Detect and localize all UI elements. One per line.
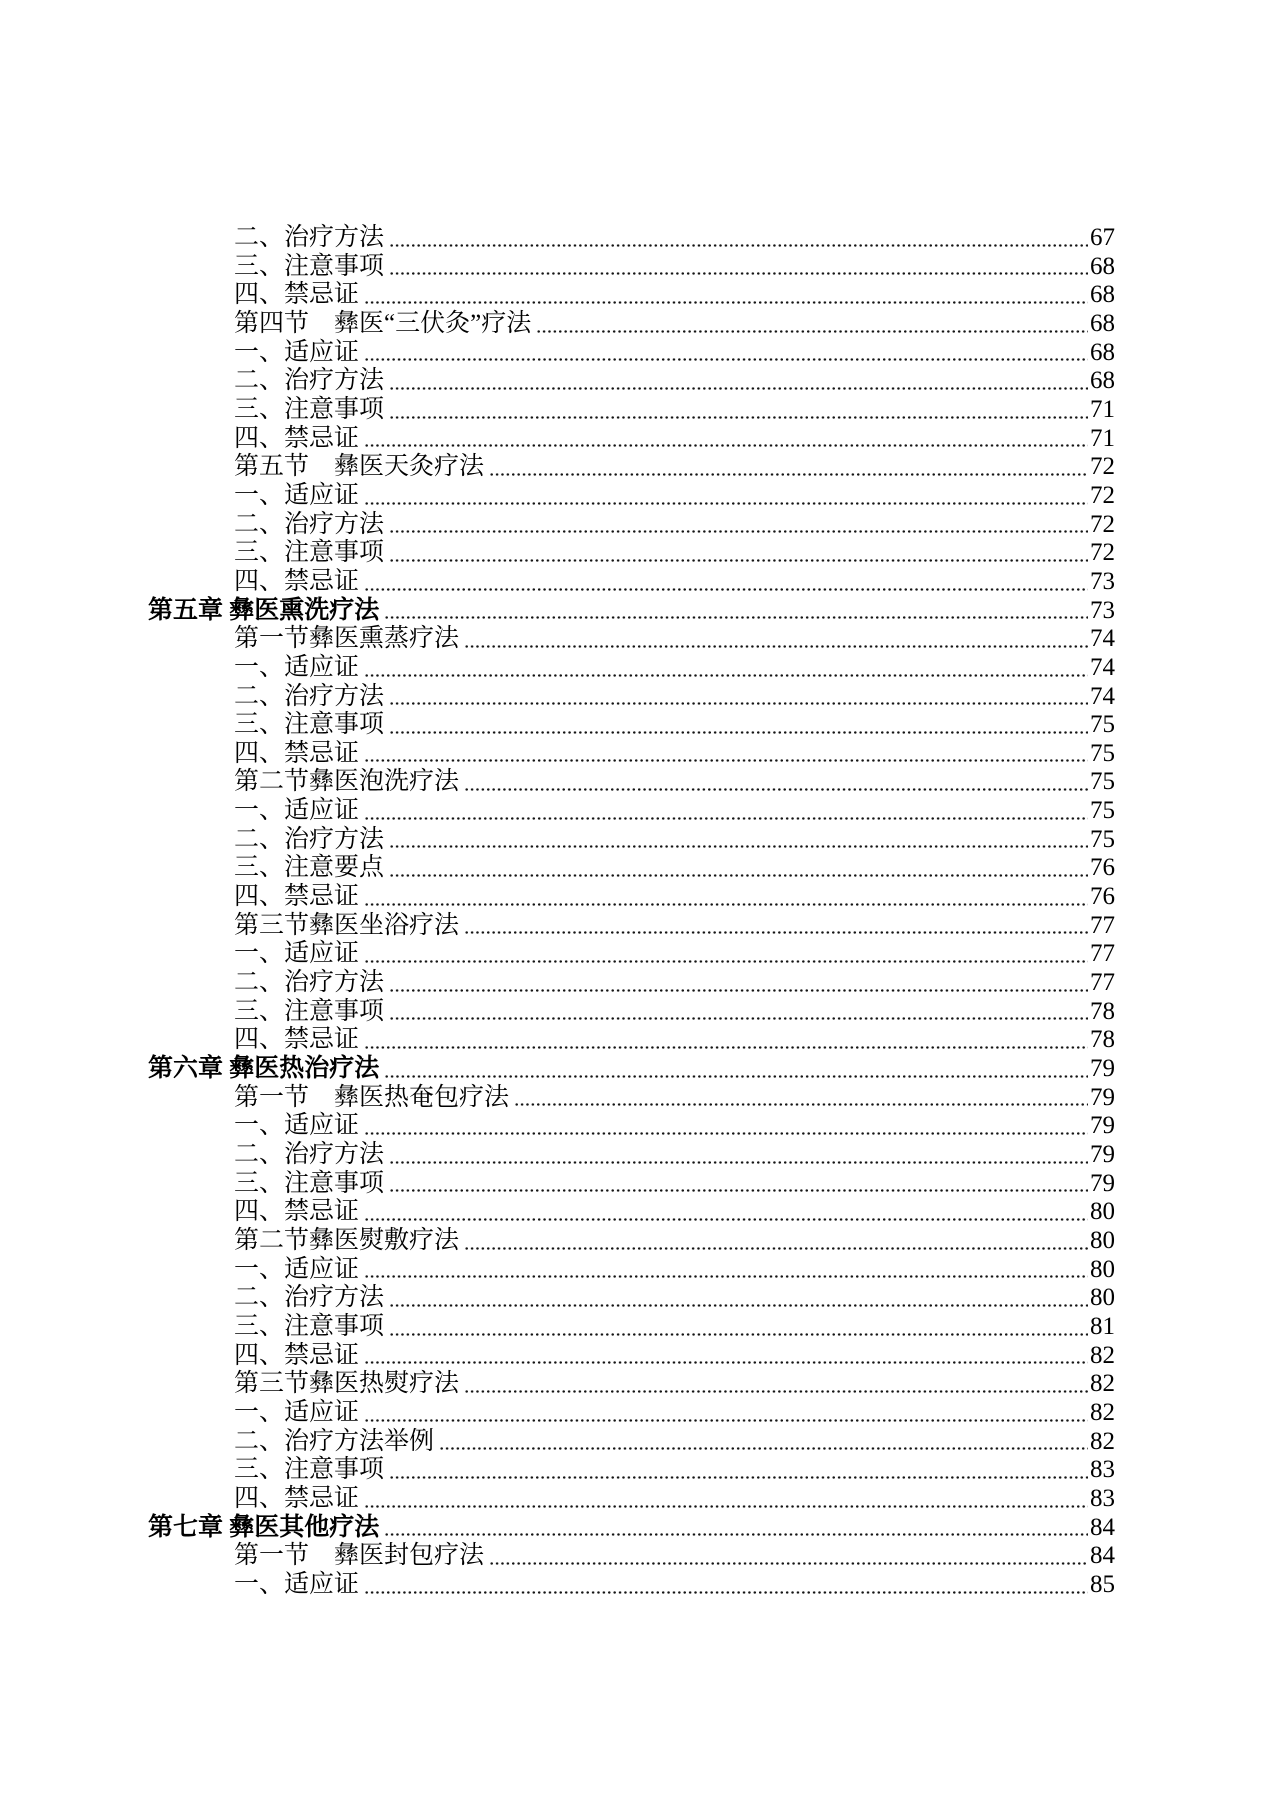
toc-entry-page-number: 75 [1090,711,1115,739]
toc-entry-title: 第四节 彝医“三伏灸”疗法 [234,309,532,337]
toc-entry-page-number: 83 [1090,1484,1115,1512]
toc-entry-row [148,425,1115,454]
toc-entry-title: 第五章 彝医熏洗疗法 [148,596,380,624]
toc-entry-page-number: 82 [1090,1370,1115,1398]
dotted-leader [389,998,1088,1027]
toc-entry-title: 第一节 彝医热奄包疗法 [234,1083,510,1111]
toc-entry-title: 一、适应证 [234,481,360,509]
toc-entry-page-number: 78 [1090,1026,1115,1054]
toc-entry-title: 四、禁忌证 [234,281,360,309]
toc-entry-row [148,1170,1115,1199]
dotted-leader [464,912,1088,941]
toc-entry-page-number: 82 [1090,1427,1115,1455]
toc-entry-title: 一、适应证 [234,1112,360,1140]
dotted-leader [389,969,1088,998]
toc-entry-row [148,768,1115,797]
toc-entry-page-number: 84 [1090,1542,1115,1570]
table-of-contents [148,224,1115,1600]
toc-entry-title: 四、禁忌证 [234,883,360,911]
toc-entry-row [148,1313,1115,1342]
toc-entry-page-number: 79 [1090,1112,1115,1140]
toc-entry-title: 第五节 彝医天灸疗法 [234,453,485,481]
dotted-leader [536,310,1088,339]
dotted-leader [364,281,1088,310]
dotted-leader [364,1399,1088,1428]
toc-entry-row [148,1084,1115,1113]
toc-entry-title: 一、适应证 [234,940,360,968]
toc-entry-page-number: 85 [1090,1570,1115,1598]
toc-entry-page-number: 82 [1090,1398,1115,1426]
toc-entry-row [148,339,1115,368]
dotted-leader [389,1284,1088,1313]
toc-entry-row [148,1571,1115,1600]
dotted-leader [364,1571,1088,1600]
toc-entry-title: 一、适应证 [234,1570,360,1598]
toc-entry-row [148,711,1115,740]
toc-entry-row [148,654,1115,683]
toc-entry-title: 第一节 彝医封包疗法 [234,1542,485,1570]
toc-entry-row [148,511,1115,540]
toc-entry-page-number: 75 [1090,768,1115,796]
toc-entry-title: 四、禁忌证 [234,424,360,452]
toc-entry-row [148,1284,1115,1313]
toc-entry-page-number: 72 [1090,481,1115,509]
toc-entry-title: 三、注意事项 [234,395,385,423]
toc-entry-page-number: 75 [1090,825,1115,853]
dotted-leader [389,683,1088,712]
toc-entry-page-number: 79 [1090,1055,1115,1083]
toc-entry-row [148,1370,1115,1399]
dotted-leader [389,1313,1088,1342]
toc-entry-page-number: 82 [1090,1341,1115,1369]
dotted-leader [389,854,1088,883]
toc-entry-page-number: 71 [1090,424,1115,452]
toc-entry-title: 一、适应证 [234,1398,360,1426]
toc-entry-page-number: 74 [1090,682,1115,710]
toc-entry-row [148,1542,1115,1571]
toc-entry-page-number: 80 [1090,1198,1115,1226]
toc-entry-page-number: 68 [1090,338,1115,366]
dotted-leader [464,625,1088,654]
toc-entry-title: 二、治疗方法 [234,367,385,395]
dotted-leader [384,1055,1088,1084]
toc-entry-row [148,597,1115,626]
toc-entry-page-number: 80 [1090,1226,1115,1254]
dotted-leader [364,654,1088,683]
toc-entry-row [148,310,1115,339]
toc-entry-title: 二、治疗方法 [234,1141,385,1168]
toc-entry-title: 三、注意事项 [234,997,385,1025]
toc-entry-row [148,740,1115,769]
dotted-leader [364,883,1088,912]
toc-entry-page-number: 74 [1090,625,1115,653]
toc-entry-title: 一、适应证 [234,1255,360,1283]
dotted-leader [464,1370,1088,1399]
toc-entry-page-number: 77 [1090,911,1115,939]
toc-entry-page-number: 80 [1090,1255,1115,1283]
dotted-leader [364,482,1088,511]
toc-entry-page-number: 72 [1090,453,1115,481]
dotted-leader [489,453,1088,482]
toc-entry-page-number: 79 [1090,1083,1115,1111]
toc-entry-title: 四、禁忌证 [234,1026,360,1054]
dotted-leader [364,1342,1088,1371]
dotted-leader [384,1514,1088,1543]
toc-entry-row [148,912,1115,941]
dotted-leader [389,1456,1088,1485]
dotted-leader [389,826,1088,855]
toc-entry-title: 三、注意事项 [234,1312,385,1340]
dotted-leader [389,511,1088,540]
toc-entry-row [148,568,1115,597]
dotted-leader [389,253,1088,282]
dotted-leader [364,797,1088,826]
dotted-leader [364,1256,1088,1285]
dotted-leader [364,1026,1088,1055]
toc-entry-title: 第七章 彝医其他疗法 [148,1513,380,1541]
toc-entry-page-number: 68 [1090,309,1115,337]
toc-entry-title: 二、治疗方法 [234,510,385,538]
toc-entry-title: 四、禁忌证 [234,739,360,767]
dotted-leader [364,568,1088,597]
toc-entry-title: 四、禁忌证 [234,1198,360,1226]
toc-entry-page-number: 78 [1090,997,1115,1025]
toc-entry-title: 四、禁忌证 [234,1484,360,1512]
toc-entry-page-number: 71 [1090,395,1115,423]
toc-entry-title: 一、适应证 [234,653,360,681]
dotted-leader [364,1485,1088,1514]
toc-entry-row [148,625,1115,654]
dotted-leader [464,768,1088,797]
toc-entry-page-number: 75 [1090,797,1115,825]
dotted-leader [389,539,1088,568]
toc-entry-title: 二、治疗方法 [234,682,385,710]
toc-entry-title: 四、禁忌证 [234,567,360,595]
toc-entry-title: 四、禁忌证 [234,1341,360,1369]
toc-entry-title: 三、注意事项 [234,252,385,280]
toc-entry-row [148,940,1115,969]
toc-entry-page-number: 67 [1090,224,1115,251]
toc-entry-page-number: 68 [1090,367,1115,395]
toc-entry-row [148,539,1115,568]
toc-entry-page-number: 77 [1090,940,1115,968]
toc-entry-page-number: 76 [1090,883,1115,911]
toc-entry-title: 第一节彝医熏蒸疗法 [234,625,460,653]
toc-entry-title: 三、注意事项 [234,539,385,567]
dotted-leader [439,1428,1088,1457]
toc-entry-row [148,1342,1115,1371]
toc-entry-row [148,1256,1115,1285]
toc-entry-row [148,453,1115,482]
dotted-leader [364,339,1088,368]
toc-entry-title: 一、适应证 [234,797,360,825]
toc-entry-page-number: 73 [1090,567,1115,595]
toc-entry-row [148,1227,1115,1256]
toc-entry-row [148,1456,1115,1485]
toc-entry-title: 第三节彝医坐浴疗法 [234,911,460,939]
toc-entry-row [148,1112,1115,1141]
dotted-leader [389,1141,1088,1170]
toc-entry-row [148,396,1115,425]
toc-entry-title: 二、治疗方法 [234,224,385,251]
toc-entry-title: 三、注意要点 [234,854,385,882]
toc-entry-row [148,883,1115,912]
toc-entry-page-number: 79 [1090,1169,1115,1197]
toc-entry-row [148,969,1115,998]
dotted-leader [389,367,1088,396]
dotted-leader [389,711,1088,740]
toc-entry-page-number: 80 [1090,1284,1115,1312]
toc-entry-row [148,797,1115,826]
toc-entry-row [148,683,1115,712]
toc-entry-row [148,253,1115,282]
dotted-leader [364,940,1088,969]
dotted-leader [489,1542,1088,1571]
dotted-leader [389,224,1088,253]
toc-entry-row [148,826,1115,855]
toc-entry-row [148,1485,1115,1514]
toc-entry-title: 二、治疗方法举例 [234,1427,435,1455]
toc-entry-title: 第二节彝医泡洗疗法 [234,768,460,796]
toc-entry-row [148,281,1115,310]
dotted-leader [389,1170,1088,1199]
toc-entry-page-number: 72 [1090,510,1115,538]
dotted-leader [364,425,1088,454]
dotted-leader [364,1198,1088,1227]
toc-entry-page-number: 68 [1090,252,1115,280]
toc-entry-page-number: 72 [1090,539,1115,567]
toc-entry-title: 三、注意事项 [234,1456,385,1484]
toc-entry-row [148,224,1115,253]
toc-entry-page-number: 84 [1090,1513,1115,1541]
dotted-leader [389,396,1088,425]
toc-entry-title: 二、治疗方法 [234,825,385,853]
toc-entry-title: 三、注意事项 [234,1169,385,1197]
toc-entry-row [148,367,1115,396]
toc-entry-row [148,1026,1115,1055]
toc-entry-page-number: 83 [1090,1456,1115,1484]
toc-entry-page-number: 74 [1090,653,1115,681]
dotted-leader [384,597,1088,626]
toc-entry-row [148,1198,1115,1227]
toc-entry-title: 第六章 彝医热治疗法 [148,1055,380,1083]
toc-entry-page-number: 76 [1090,854,1115,882]
toc-entry-title: 二、治疗方法 [234,1284,385,1312]
dotted-leader [514,1084,1088,1113]
dotted-leader [364,740,1088,769]
dotted-leader [464,1227,1088,1256]
toc-entry-title: 第二节彝医熨敷疗法 [234,1226,460,1254]
toc-entry-row [148,1141,1115,1170]
toc-entry-row [148,998,1115,1027]
toc-entry-page-number: 75 [1090,739,1115,767]
toc-entry-row [148,1428,1115,1457]
toc-entry-title: 三、注意事项 [234,711,385,739]
toc-entry-page-number: 81 [1090,1312,1115,1340]
toc-entry-row [148,854,1115,883]
toc-entry-row [148,1055,1115,1084]
toc-entry-row [148,1514,1115,1543]
toc-entry-title: 第三节彝医热熨疗法 [234,1370,460,1398]
dotted-leader [364,1112,1088,1141]
toc-entry-page-number: 79 [1090,1141,1115,1168]
toc-entry-title: 二、治疗方法 [234,969,385,997]
toc-entry-page-number: 68 [1090,281,1115,309]
toc-entry-row [148,482,1115,511]
toc-entry-title: 一、适应证 [234,338,360,366]
toc-entry-row [148,1399,1115,1428]
toc-entry-page-number: 77 [1090,969,1115,997]
toc-entry-page-number: 73 [1090,596,1115,624]
